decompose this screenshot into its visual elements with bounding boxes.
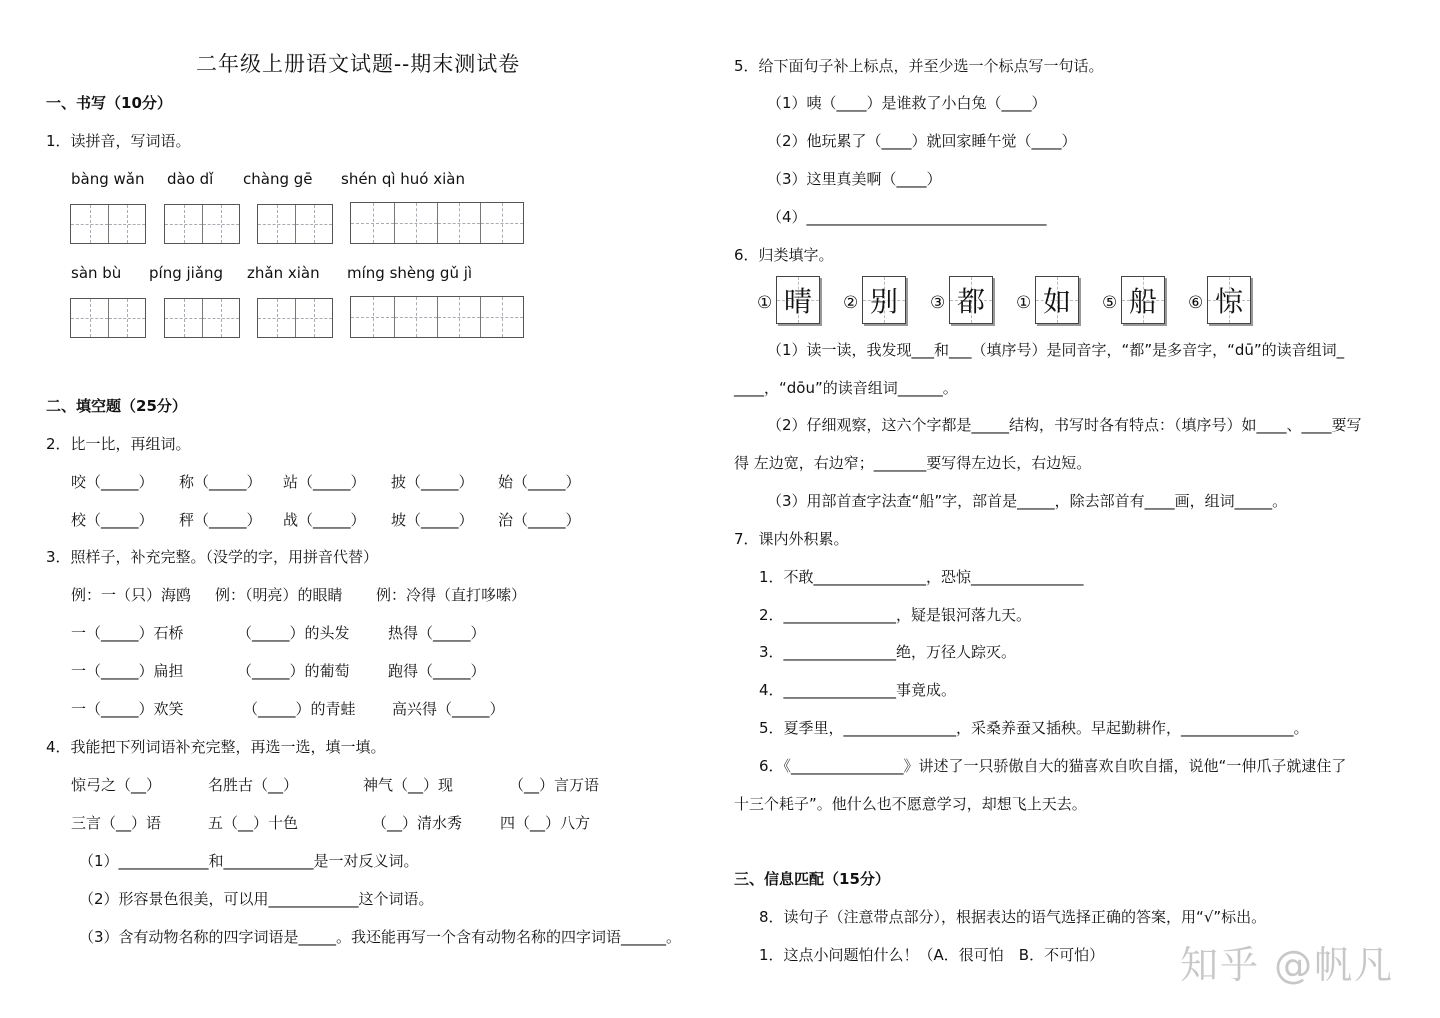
char-box: 晴	[776, 276, 820, 324]
writing-grid-5[interactable]	[70, 298, 146, 338]
fill-item: 一（_____）欢笑	[71, 700, 184, 718]
question-1: 1．读拼音，写词语。	[46, 132, 191, 150]
compare-item: 治（_____）	[498, 511, 581, 529]
example-item: 例：一（只）海鸥	[71, 586, 192, 604]
section-3-heading: 三、信息匹配（15分）	[734, 870, 890, 888]
question-6: 6．归类填字。	[734, 246, 834, 264]
question-7-2: 2．_______________，疑是银河落九天。	[759, 606, 1032, 624]
char-box: 惊	[1207, 276, 1251, 324]
fill-item: 一（_____）石桥	[71, 624, 184, 642]
question-8-1: 1．这点小问题怕什么！（A．很可怕 B．不可怕）	[759, 946, 1105, 964]
compare-item: 站（_____）	[283, 473, 366, 491]
page-title: 二年级上册语文试题--期末测试卷	[196, 52, 521, 76]
pinyin-ming-sheng-gu-ji: míng shèng gǔ jì	[347, 264, 473, 282]
char-box: 都	[949, 276, 993, 324]
question-7-5: 5．夏季里，_______________，采桑养蚕又插秧。早起勤耕作，_______________。	[759, 719, 1309, 737]
example-item: 例：（明亮）的眼睛	[215, 586, 343, 604]
pinyin-san-bu: sàn bù	[71, 264, 122, 282]
pinyin-chang-ge: chàng gē	[243, 170, 313, 188]
question-5-2: （2）他玩累了（____）就回家睡午觉（____）	[767, 132, 1077, 150]
pinyin-shen-qi-huo-xian: shén qì huó xiàn	[341, 170, 465, 188]
compare-item: 坡（_____）	[391, 511, 474, 529]
question-4-1: （1）____________和____________是一对反义词。	[79, 852, 419, 870]
char-number: ⑤	[1102, 293, 1118, 313]
compare-item: 战（_____）	[283, 511, 366, 529]
char-number: ③	[930, 293, 946, 313]
pinyin-bang-wan: bàng wǎn	[71, 170, 145, 188]
compare-item: 始（_____）	[498, 473, 581, 491]
question-6-2-cont: 得 左边宽，右边窄；_______要写得左边长，右边短。	[734, 454, 1092, 472]
question-6-2: （2）仔细观察，这六个字都是_____结构，书写时各有特点：（填序号）如____、____要写	[767, 416, 1362, 434]
idiom-item: （__）清水秀	[372, 814, 463, 832]
section-1-heading: 一、书写（10分）	[46, 94, 172, 112]
fill-item: （_____）的青蛙	[243, 700, 356, 718]
pinyin-zhan-xian: zhǎn xiàn	[247, 264, 320, 282]
question-7-6: 6．《_______________》讲述了一只骄傲自大的猫喜欢自吹自擂，说他“一伸爪子就逮住了	[759, 757, 1347, 775]
question-5-1: （1）咦（____）是谁救了小白兔（____）	[767, 94, 1047, 112]
char-number: ⑥	[1188, 293, 1204, 313]
question-7-1: 1．不敢_______________，恐惊_______________	[759, 568, 1084, 586]
writing-grid-6[interactable]	[164, 298, 240, 338]
example-item: 例：冷得（直打哆嗦）	[376, 586, 527, 604]
fill-item: 一（_____）扁担	[71, 662, 184, 680]
writing-grid-4[interactable]	[350, 202, 524, 244]
question-5-3: （3）这里真美啊（____）	[767, 170, 942, 188]
question-7: 7．课内外积累。	[734, 530, 849, 548]
question-5-4: （4）________________________________	[767, 208, 1047, 226]
fill-item: 热得（_____）	[388, 624, 486, 642]
char-number: ②	[843, 293, 859, 313]
fill-item: （_____）的头发	[237, 624, 350, 642]
fill-item: 高兴得（_____）	[392, 700, 505, 718]
fill-item: （_____）的葡萄	[237, 662, 350, 680]
idiom-item: 名胜古（__）	[208, 776, 299, 794]
writing-grid-8[interactable]	[350, 296, 524, 338]
idiom-item: 三言（__）语	[71, 814, 162, 832]
char-box: 如	[1035, 276, 1079, 324]
question-3: 3．照样子，补充完整。（没学的字，用拼音代替）	[46, 548, 379, 566]
idiom-item: 惊弓之（__）	[71, 776, 162, 794]
question-7-3: 3．_______________绝，万径人踪灭。	[759, 643, 1017, 661]
fill-item: 跑得（_____）	[388, 662, 486, 680]
idiom-item: 五（__）十色	[208, 814, 299, 832]
question-2: 2．比一比，再组词。	[46, 435, 191, 453]
idiom-item: 四（__）八方	[500, 814, 591, 832]
compare-item: 披（_____）	[391, 473, 474, 491]
writing-grid-7[interactable]	[257, 298, 333, 338]
question-7-6-cont: 十三个耗子”。他什么也不愿意学习，却想飞上天去。	[734, 795, 1087, 813]
char-box: 别	[862, 276, 906, 324]
question-4: 4．我能把下列词语补充完整，再选一选，填一填。	[46, 738, 386, 756]
compare-item: 校（_____）	[71, 511, 154, 529]
compare-item: 称（_____）	[179, 473, 262, 491]
writing-grid-1[interactable]	[70, 204, 146, 244]
char-number: ①	[1016, 293, 1032, 313]
idiom-item: （__）言万语	[509, 776, 600, 794]
compare-item: 咬（_____）	[71, 473, 154, 491]
question-6-1: （1）读一读，我发现___和___（填序号）是同音字，“都”是多音字，“dū”的读音组词_	[767, 341, 1345, 359]
question-7-4: 4．_______________事竟成。	[759, 681, 957, 699]
question-8: 8．读句子（注意带点部分），根据表达的语气选择正确的答案，用“√”标出。	[759, 908, 1267, 926]
writing-grid-3[interactable]	[257, 204, 333, 244]
question-5: 5．给下面句子补上标点，并至少选一个标点写一句话。	[734, 57, 1104, 75]
question-6-1-cont: ____，“dōu”的读音组词______。	[734, 379, 958, 397]
section-2-heading: 二、填空题（25分）	[46, 397, 187, 415]
watermark: 知乎 @帆凡	[1180, 943, 1395, 987]
question-4-3: （3）含有动物名称的四字词语是_____。我还能再写一个含有动物名称的四字词语______。	[79, 928, 682, 946]
writing-grid-2[interactable]	[164, 204, 240, 244]
char-number: ①	[757, 293, 773, 313]
question-6-3: （3）用部首查字法查“船”字，部首是_____，除去部首有____画，组词_____。	[767, 492, 1288, 510]
pinyin-ping-jiang: píng jiǎng	[149, 264, 224, 282]
idiom-item: 神气（__）现	[363, 776, 454, 794]
char-box: 船	[1121, 276, 1165, 324]
pinyin-dao-di: dào dǐ	[167, 170, 214, 188]
compare-item: 秤（_____）	[179, 511, 262, 529]
question-4-2: （2）形容景色很美，可以用____________这个词语。	[79, 890, 434, 908]
